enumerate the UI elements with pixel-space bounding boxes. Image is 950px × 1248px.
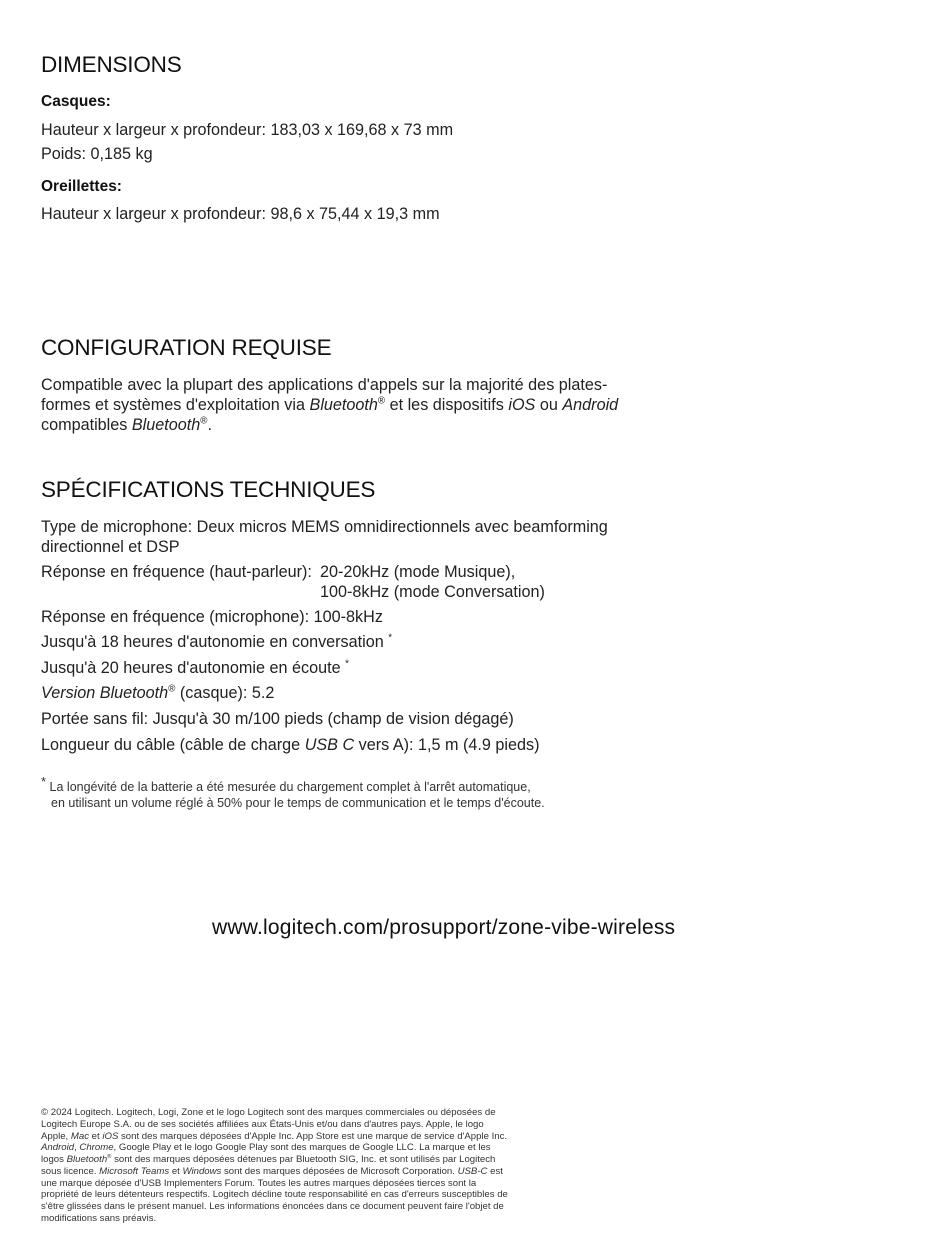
cable-length bbox=[41, 735, 540, 755]
footnote-line-1 bbox=[41, 773, 531, 795]
legal-chrome: Chrome bbox=[79, 1142, 114, 1154]
earpads-label: Oreillettes: bbox=[41, 178, 122, 195]
headset-size: Hauteur x largeur x profondeur: 183,03 x 169,68 x 73 mm bbox=[41, 121, 454, 139]
legal-usbc: USB-C bbox=[457, 1165, 488, 1177]
cable-usb-c: USB C bbox=[304, 736, 355, 754]
requirements-text-f: . bbox=[207, 416, 212, 434]
registered-mark: ® bbox=[377, 395, 386, 407]
legal-mac: Mac bbox=[70, 1130, 89, 1142]
legal-ios: iOS bbox=[102, 1130, 119, 1142]
wireless-range: Portée sans fil: Jusqu'à 30 m/100 pieds (champ de vision dégagé) bbox=[41, 710, 514, 728]
requirements-text-d: ou bbox=[535, 396, 563, 414]
legal-reg: ® bbox=[107, 1153, 112, 1160]
legal-notice bbox=[41, 1107, 511, 1225]
specs-heading: SPÉCIFICATIONS TECHNIQUES bbox=[41, 477, 376, 502]
legal-text-5: , Google Play et le logo Google Play sont des marques de Google LLC. La marque et les logos bbox=[41, 1142, 491, 1165]
registered-mark-2: ® bbox=[200, 415, 208, 427]
listen-time-text: Jusqu'à 20 heures d'autonomie en écoute bbox=[41, 659, 341, 677]
headset-label: Casques: bbox=[41, 93, 111, 110]
legal-bluetooth: Bluetooth bbox=[66, 1154, 108, 1165]
bluetooth-term-2: Bluetooth bbox=[131, 416, 201, 434]
headset-weight: Poids: 0,185 kg bbox=[41, 145, 153, 163]
support-link[interactable]: www.logitech.com/prosupport/zone-vibe-wireless bbox=[212, 916, 676, 939]
legal-text-1: © 2024 Logitech. Logitech, Logi, Zone et le logo Logitech sont des marques commerciales ou déposées de Logitech Europe S.A. ou de ses sociétés affiliées aux États-Unis et/ou dans d'autres pays. Apple, le logo Apple, bbox=[41, 1107, 496, 1142]
mic-type-line-2: directionnel et DSP bbox=[41, 538, 180, 556]
earpads-size: Hauteur x largeur x profondeur: 98,6 x 75,44 x 19,3 mm bbox=[41, 205, 440, 223]
requirements-text bbox=[41, 375, 661, 435]
dimensions-heading: DIMENSIONS bbox=[41, 52, 182, 77]
legal-text-6: sont des marques déposées détenues par Bluetooth SIG, Inc. et sont utilisés par Logitech sous licence. bbox=[41, 1154, 496, 1177]
legal-android: Android bbox=[41, 1142, 75, 1154]
speaker-frequency-music: 20-20kHz (mode Musique), bbox=[320, 563, 516, 581]
legal-windows: Windows bbox=[182, 1165, 222, 1177]
legal-text-7: et bbox=[169, 1165, 183, 1177]
bluetooth-version-label: Version Bluetooth bbox=[41, 684, 169, 702]
footnote-text-1: La longévité de la batterie a été mesurée du chargement complet à l'arrêt automatique, bbox=[46, 780, 531, 794]
requirements-heading: CONFIGURATION REQUISE bbox=[41, 335, 332, 360]
legal-text-9: est une marque déposée d'USB Implementers Forum. Toutes les autres marques déposées tierces sont la propriété de leurs détenteurs respectifs. Logitech décline toute responsabilité en cas d'erreurs susceptibles de s'être glissées dans le présent manuel. Les informations énoncées dans ce document peuvent faire l'objet de modifications sans préavis. bbox=[41, 1165, 508, 1224]
legal-text-4: , bbox=[74, 1142, 80, 1154]
talk-time-text: Jusqu'à 18 heures d'autonomie en conversation bbox=[41, 633, 384, 651]
talk-time-asterisk: * bbox=[388, 632, 393, 644]
bluetooth-version-reg: ® bbox=[168, 683, 176, 695]
bluetooth-version-value: (casque): 5.2 bbox=[175, 684, 275, 702]
legal-teams: Microsoft Teams bbox=[99, 1165, 170, 1177]
cable-length-a: Longueur du câble (câble de charge bbox=[41, 736, 305, 754]
legal-text-2: et bbox=[89, 1130, 103, 1142]
requirements-text-a: Compatible avec la plupart des applications d'appels sur la majorité des plates- bbox=[41, 376, 608, 394]
mic-type-line-1: Type de microphone: Deux micros MEMS omnidirectionnels avec beamforming bbox=[41, 518, 608, 536]
requirements-text-e: compatibles bbox=[41, 416, 132, 434]
speaker-frequency-conversation: 100-8kHz (mode Conversation) bbox=[320, 583, 545, 601]
listen-time bbox=[41, 658, 349, 678]
mic-frequency: Réponse en fréquence (microphone): 100-8kHz bbox=[41, 608, 383, 626]
speaker-frequency-label: Réponse en fréquence (haut-parleur): bbox=[41, 563, 312, 581]
footnote-asterisk: * bbox=[41, 773, 47, 789]
listen-time-asterisk: * bbox=[345, 658, 349, 670]
requirements-text-c: et les dispositifs bbox=[385, 396, 509, 414]
bluetooth-version bbox=[41, 683, 274, 703]
speaker-frequency-row bbox=[41, 562, 545, 601]
footnote-line-2: en utilisant un volume réglé à 50% pour le temps de communication et le temps d'écoute. bbox=[51, 796, 545, 810]
android-term: Android bbox=[562, 396, 619, 414]
bluetooth-term: Bluetooth bbox=[309, 396, 378, 414]
requirements-text-b: formes et systèmes d'exploitation via bbox=[41, 396, 310, 414]
ios-term: iOS bbox=[508, 396, 536, 414]
legal-text-8: sont des marques déposées de Microsoft Corporation. bbox=[221, 1165, 458, 1177]
legal-text-3: sont des marques déposées d'Apple Inc. App Store est une marque de service d'Apple Inc. bbox=[118, 1130, 508, 1142]
cable-length-b: vers A): 1,5 m (4.9 pieds) bbox=[354, 736, 540, 754]
talk-time bbox=[41, 632, 392, 652]
